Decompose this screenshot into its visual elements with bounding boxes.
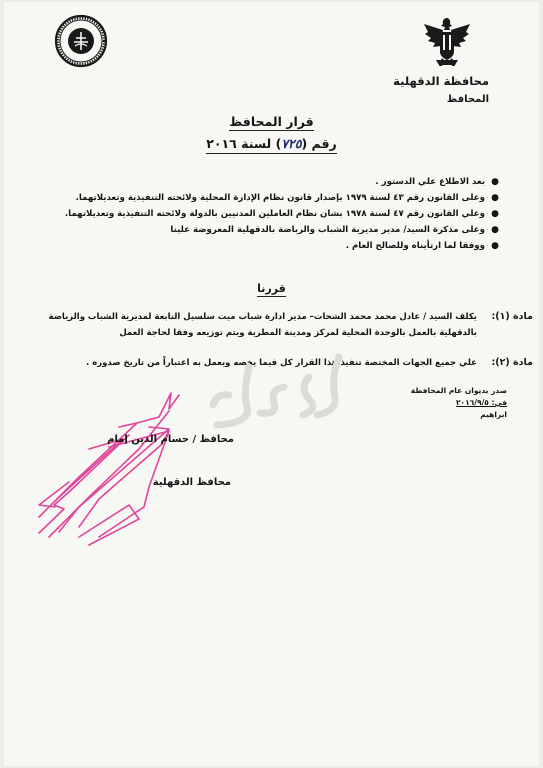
decree-number-line bbox=[4, 136, 539, 151]
article-1-line-2: بالدقهلية بالعمل بالوحدة المحلية لمركز ومدينة المطرية ويتم توزيعه وفقا لحاجة العمل bbox=[119, 328, 477, 338]
governor-signature bbox=[19, 387, 189, 557]
issued-place: صدر بديوان عام المحافظة bbox=[410, 386, 507, 395]
preamble-text: ووفقا لما ارتأيناه وللصالح العام . bbox=[345, 241, 485, 252]
signatory-title: محافظ الدقهلية bbox=[152, 477, 231, 488]
decree-number-suffix: ) لسنة ٢٠١٦ bbox=[206, 136, 282, 151]
article-1-line-1: يكلف السيد / عادل محمد محمد الشحات– مدير ادارة شباب ميت سلسيل التابعة لمديرية الشباب والرياضة bbox=[48, 312, 477, 322]
decree-number: ٧٢٥ bbox=[281, 136, 302, 151]
preamble-item bbox=[29, 241, 499, 252]
issued-date: في: ٢٠١٦/٩/٥ bbox=[455, 398, 507, 407]
preamble-item bbox=[29, 193, 499, 204]
article-2-text: علي جميع الجهات المختصة تنفيذ هذا القرار كل فيما يخصه ويعمل به اعتباراً من تاريخ صدوره . bbox=[86, 358, 477, 368]
preamble-list bbox=[29, 177, 499, 257]
watermark-logo bbox=[189, 347, 359, 437]
governorate-name: محافظة الدقهلية bbox=[393, 74, 489, 88]
university-seal-icon bbox=[54, 14, 108, 68]
decided-heading bbox=[4, 282, 539, 295]
preamble-text: وعلي القانون رقم ٤٧ لسنة ١٩٧٨ بشان نظام العاملين المدنيين بالدولة ولائحته التنفيذية وتعديلاتهما. bbox=[64, 209, 485, 220]
bullet-icon: ● bbox=[491, 193, 499, 204]
decree-number-underline bbox=[206, 136, 336, 154]
preamble-text: بعد الاطلاع علي الدستور . bbox=[375, 177, 485, 187]
bullet-icon: ● bbox=[491, 177, 499, 187]
preamble-item bbox=[29, 177, 499, 188]
bullet-icon: ● bbox=[491, 225, 499, 236]
signatory-name: محافظ / حسام الدين إمام bbox=[107, 434, 234, 445]
preamble-item bbox=[29, 209, 499, 220]
article-2-label: مادة (٢): bbox=[491, 357, 533, 368]
decree-title bbox=[4, 114, 539, 129]
document-page bbox=[4, 2, 539, 766]
bullet-icon: ● bbox=[491, 241, 499, 252]
article-1-label: مادة (١): bbox=[491, 311, 533, 322]
preamble-text: وعلى مذكرة السيد/ مدير مديرية الشباب والرياضة بالدقهلية المعروضة علينا bbox=[170, 225, 485, 236]
egypt-eagle-icon bbox=[422, 14, 472, 72]
governor-title: المحافظ bbox=[446, 94, 489, 105]
issued-initials: ابراهيم bbox=[480, 410, 507, 419]
decided-heading-text: قررنا bbox=[257, 282, 286, 295]
preamble-text: وعلى القانون رقم ٤٣ لسنة ١٩٧٩ بإصدار قانون نظام الإدارة المحلية ولائحته التنفيذية وتعديلاتهما. bbox=[75, 193, 485, 204]
preamble-item bbox=[29, 225, 499, 236]
decree-title-text: قرار المحافظ bbox=[229, 114, 314, 129]
bullet-icon: ● bbox=[491, 209, 499, 220]
decree-number-prefix: رقم ( bbox=[301, 136, 337, 151]
